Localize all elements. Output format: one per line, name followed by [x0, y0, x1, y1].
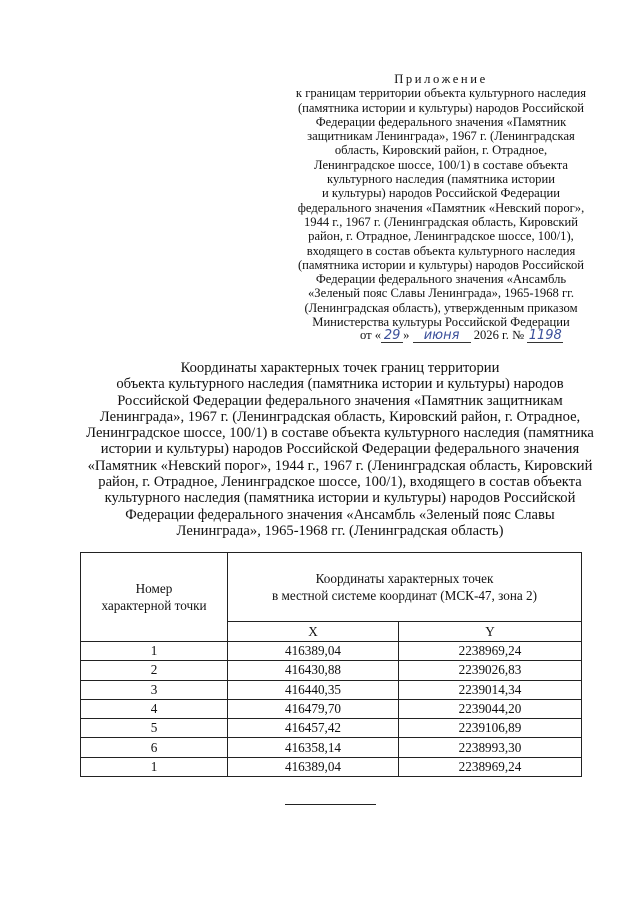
heading-line: Ленинграда», 1965-1968 гг. (Ленинградская область) [176, 522, 504, 539]
appendix-block [283, 72, 599, 329]
document-heading [70, 360, 610, 539]
point-y: 2239014,34 [399, 680, 582, 699]
appendix-line: к границам территории объекта культурного наследия [295, 86, 587, 101]
header-point-number [81, 553, 228, 642]
table-row [81, 680, 582, 699]
table-row [81, 719, 582, 738]
order-day-handwritten: 29 [381, 329, 403, 343]
point-y: 2238993,30 [399, 738, 582, 757]
point-x: 416440,35 [228, 680, 399, 699]
appendix-line: культурного наследия (памятника истории [327, 172, 555, 187]
point-x: 416358,14 [228, 738, 399, 757]
order-date-quote: » [403, 328, 410, 342]
header-coordinates-line: в местной системе координат (МСК-47, зона 2) [271, 588, 538, 603]
order-date-line [360, 327, 600, 343]
header-x: X [228, 622, 399, 642]
appendix-line: Федерации федерального значения «Ансамбль [315, 272, 567, 287]
order-year-text: 2026 г. № [473, 328, 525, 342]
point-number: 2 [81, 661, 228, 680]
point-y: 2239044,20 [399, 699, 582, 718]
header-point-number-line: Номер [135, 581, 173, 596]
appendix-line: 1944 г., 1967 г. (Ленинградская область, Кировский [303, 214, 579, 229]
order-month-handwritten: июня [413, 329, 471, 343]
point-y: 2238969,24 [399, 757, 582, 776]
appendix-line: федерального значения «Памятник «Невский порог», [297, 200, 585, 215]
appendix-line: Федерации федерального значения «Памятник [315, 114, 567, 129]
appendix-line: Министерства культуры Российской Федерации [312, 315, 570, 330]
appendix-line: (памятника истории и культуры) народов Российской [297, 100, 585, 115]
point-x: 416479,70 [228, 699, 399, 718]
point-number: 1 [81, 757, 228, 776]
point-x: 416389,04 [228, 642, 399, 661]
header-coordinates [228, 553, 582, 622]
appendix-line: (памятника истории и культуры) народов Российской [297, 257, 585, 272]
point-y: 2238969,24 [399, 642, 582, 661]
table-row [81, 642, 582, 661]
heading-line: Федерации федерального значения «Ансамбль «Зеленый пояс Славы [125, 506, 555, 523]
point-y: 2239106,89 [399, 719, 582, 738]
header-y: Y [399, 622, 582, 642]
heading-line: истории и культуры) народов Российской Федерации федерального значения [100, 441, 580, 458]
heading-line: район, г. Отрадное, Ленинградское шоссе, 100/1), входящего в состав объекта [98, 474, 582, 491]
appendix-line: и культуры) народов Российской Федерации [322, 186, 560, 201]
appendix-line: район, г. Отрадное, Ленинградское шоссе, 100/1), [308, 229, 574, 244]
heading-line: объекта культурного наследия (памятника истории и культуры) народов [116, 376, 564, 393]
appendix-line: область, Кировский район, г. Отрадное, [334, 143, 548, 158]
coordinates-table [80, 552, 582, 777]
heading-line: Российской Федерации федерального значения «Памятник защитникам [117, 392, 563, 409]
point-number: 6 [81, 738, 228, 757]
appendix-line: «Зеленый пояс Славы Ленинграда», 1965-1968 гг. [308, 286, 574, 301]
point-number: 4 [81, 699, 228, 718]
point-number: 5 [81, 719, 228, 738]
table-row [81, 661, 582, 680]
appendix-line: входящего в состав объекта культурного наследия [306, 243, 576, 258]
table-row [81, 738, 582, 757]
appendix-title: Приложение [394, 72, 488, 86]
point-x: 416430,88 [228, 661, 399, 680]
heading-line: Ленинграда», 1967 г. (Ленинградская область, Кировский район, г. Отрадное, [99, 408, 581, 425]
end-divider [285, 804, 376, 805]
order-date-prefix: от « [360, 328, 382, 342]
point-number: 3 [81, 680, 228, 699]
point-number: 1 [81, 642, 228, 661]
order-number-handwritten: 1198 [528, 328, 562, 343]
point-x: 416457,42 [228, 719, 399, 738]
appendix-line: (Ленинградская область), утвержденным приказом [304, 300, 578, 315]
header-coordinates-line: Координаты характерных точек [315, 571, 494, 586]
appendix-line: защитникам Ленинграда», 1967 г. (Ленинградская [307, 129, 575, 144]
point-y: 2239026,83 [399, 661, 582, 680]
heading-line: «Памятник «Невский порог», 1944 г., 1967 г. (Ленинградская область, Кировский [87, 457, 593, 474]
table-row [81, 757, 582, 776]
point-x: 416389,04 [228, 757, 399, 776]
heading-line: Ленинградское шоссе, 100/1) в составе объекта культурного наследия (памятника [86, 425, 594, 442]
appendix-line: Ленинградское шоссе, 100/1) в составе объекта [314, 157, 568, 172]
heading-line: культурного наследия (памятника истории и культуры) народов Российской [104, 490, 576, 507]
table-row [81, 699, 582, 718]
header-point-number-line: характерной точки [101, 598, 207, 613]
heading-line: Координаты характерных точек границ территории [180, 360, 500, 376]
